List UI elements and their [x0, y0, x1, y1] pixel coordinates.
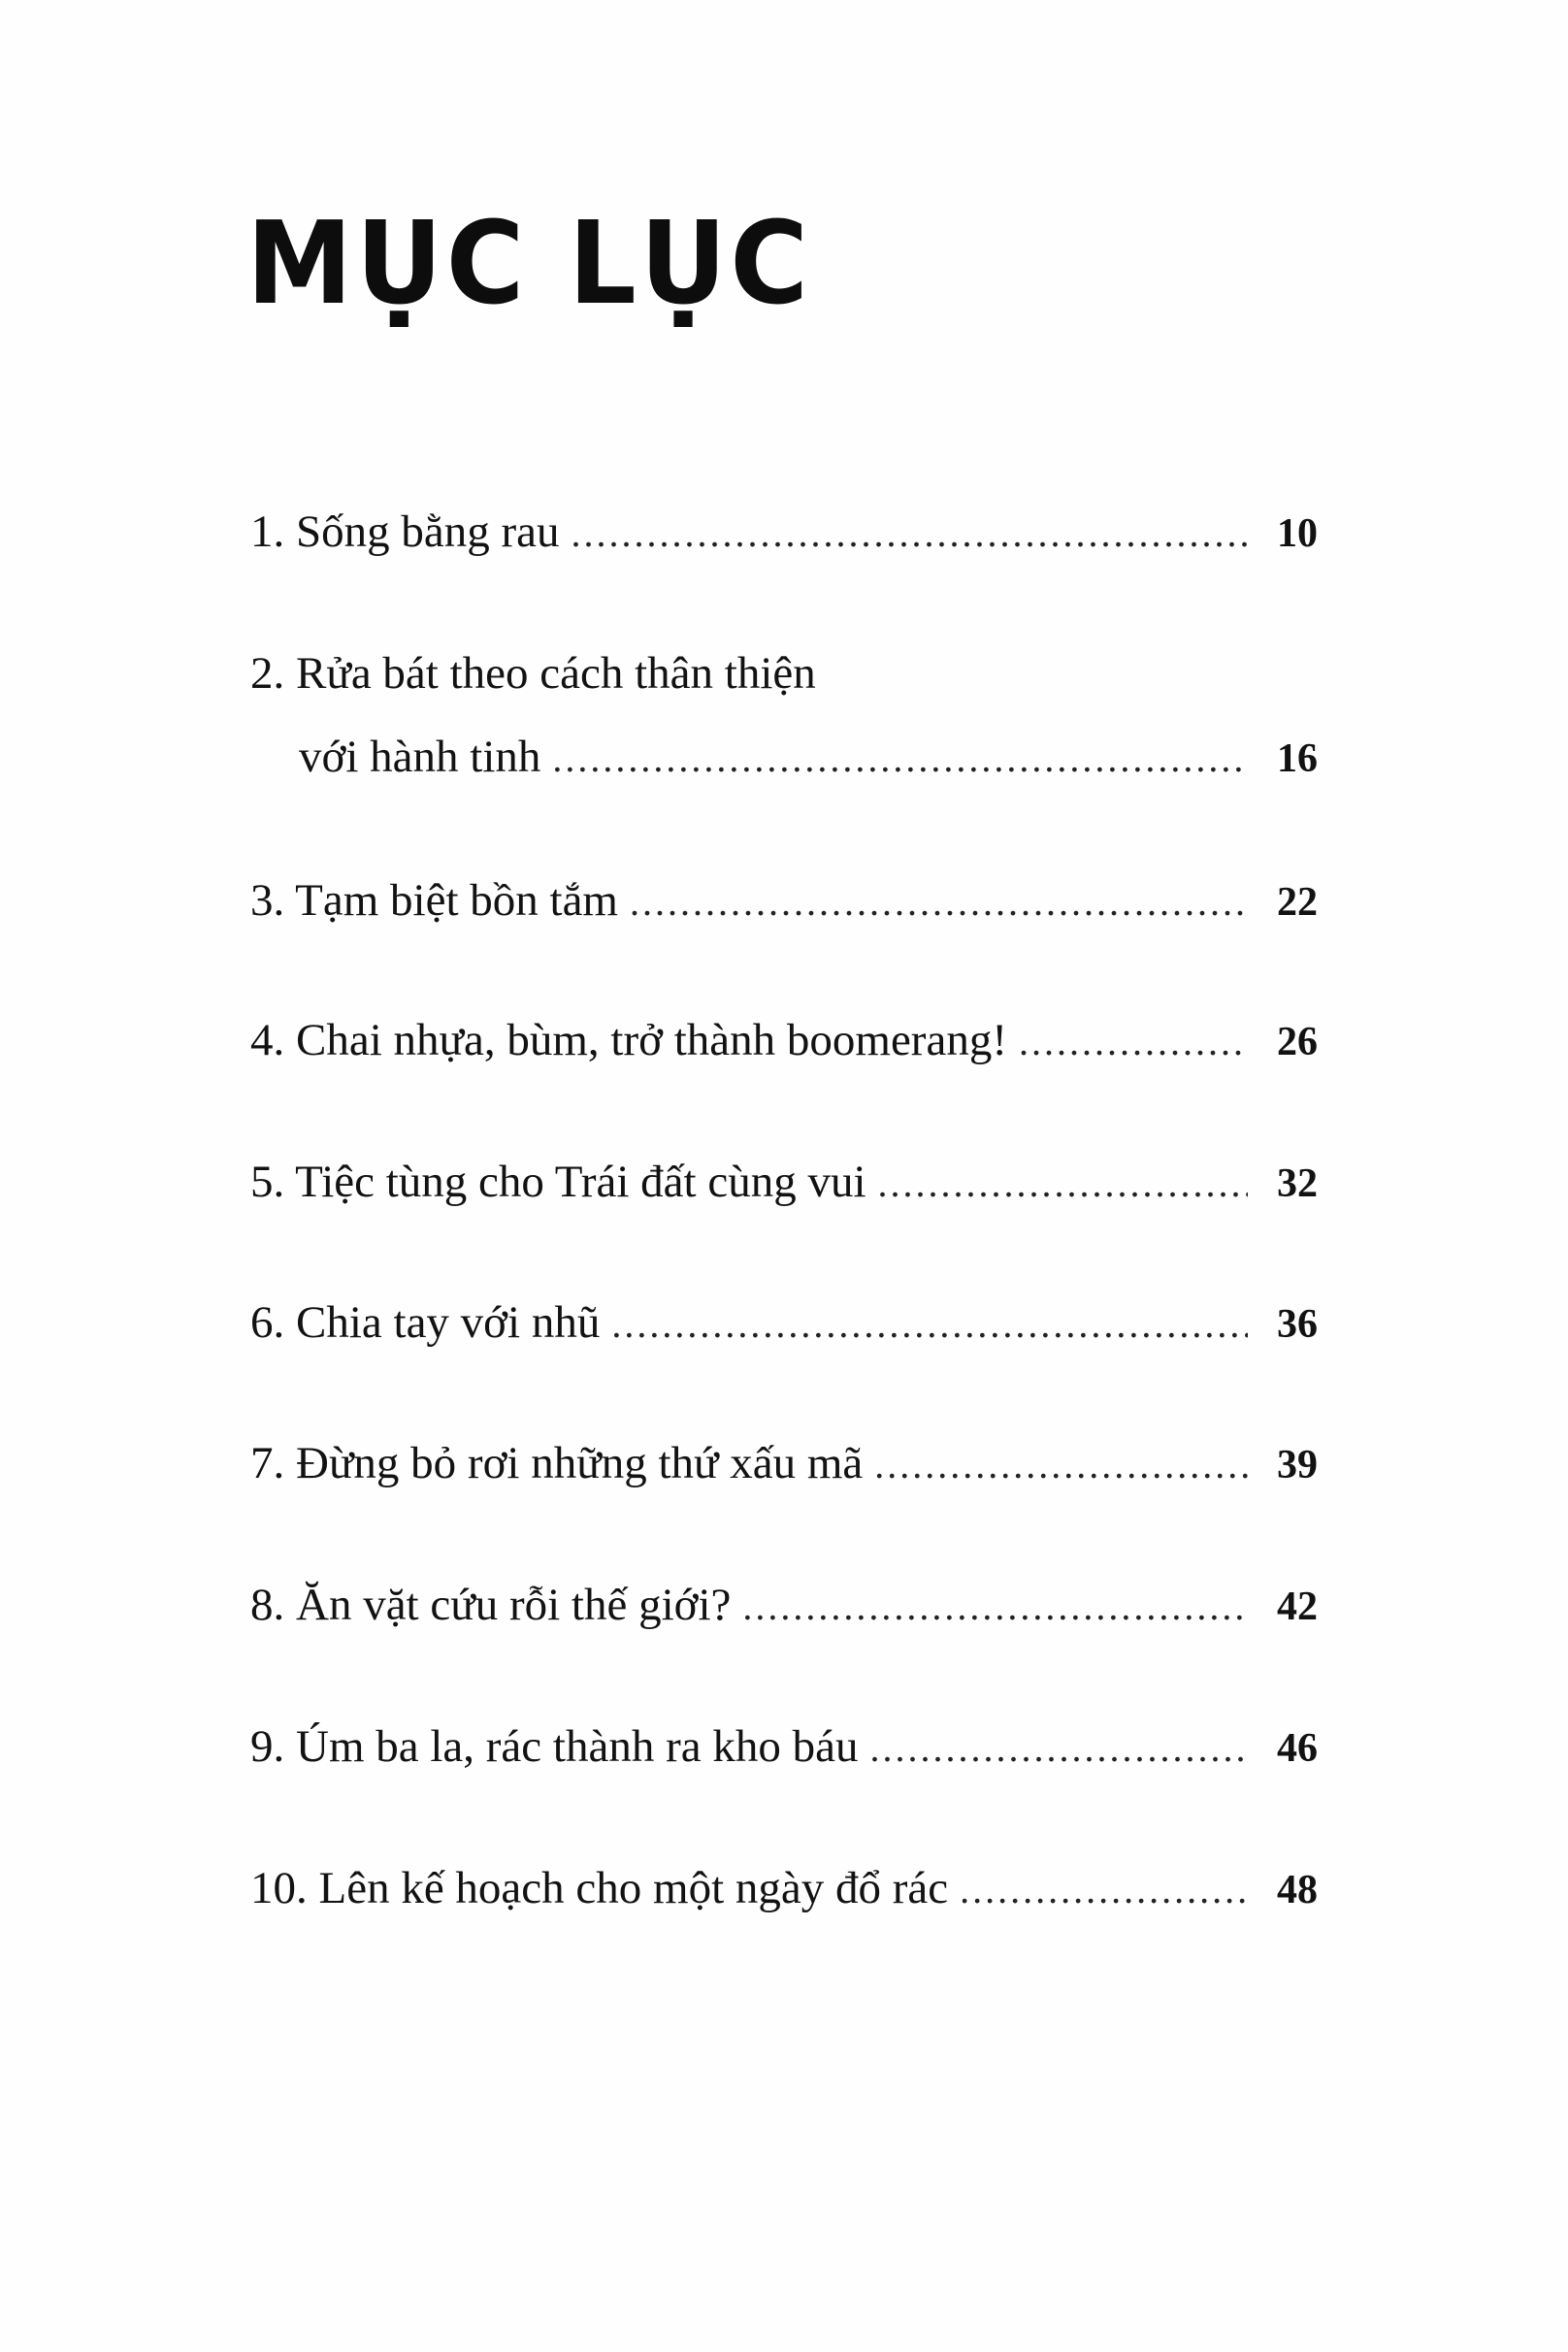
toc-page-number: 46 [1277, 1726, 1318, 1771]
toc-entry-label: 1. Sống bằng rau [250, 506, 560, 557]
toc-page-number: 26 [1277, 1020, 1318, 1064]
dot-leader [572, 503, 1248, 565]
dot-leader [630, 871, 1248, 933]
toc-entry-label: 6. Chia tay với nhũ [250, 1297, 601, 1348]
toc-entry-9[interactable] [250, 1715, 1318, 1778]
toc-entry-10[interactable] [250, 1857, 1318, 1919]
table-of-contents [250, 0, 1318, 2352]
toc-entry-3[interactable] [250, 869, 1318, 931]
toc-entry-5[interactable] [250, 1151, 1318, 1213]
toc-entry-label-continued: với hành tinh [299, 732, 541, 782]
toc-page-number: 10 [1277, 511, 1318, 556]
toc-page-number: 39 [1277, 1443, 1318, 1487]
dot-leader [869, 1717, 1248, 1780]
toc-entry-7[interactable] [250, 1432, 1318, 1494]
toc-entry-label: 8. Ăn vặt cứu rỗi thế giới? [250, 1580, 732, 1630]
toc-entry-label: 9. Úm ba la, rác thành ra kho báu [250, 1721, 859, 1772]
toc-entry-1[interactable] [250, 501, 1318, 563]
toc-entry-label: 2. Rửa bát theo cách thân thiện [250, 648, 816, 699]
toc-page-number: 48 [1277, 1868, 1318, 1912]
toc-entry-label: 5. Tiệc tùng cho Trái đất cùng vui [250, 1157, 866, 1207]
toc-entry-label: 3. Tạm biệt bồn tắm [250, 875, 618, 926]
toc-entry-label: 7. Đừng bỏ rơi những thứ xấu mã [250, 1438, 864, 1488]
dot-leader [611, 1293, 1248, 1356]
toc-page-number: 32 [1277, 1161, 1318, 1206]
toc-page-number: 16 [1277, 736, 1318, 781]
page-title: MỤC LỤC [246, 196, 812, 330]
toc-page-number: 42 [1277, 1584, 1318, 1629]
dot-leader [878, 1153, 1248, 1215]
dot-leader [742, 1576, 1248, 1638]
dot-leader [874, 1434, 1248, 1496]
dot-leader [552, 728, 1248, 790]
toc-entry-label: 10. Lên kế hoạch cho một ngày đổ rác [250, 1863, 949, 1913]
toc-entry-label: 4. Chai nhựa, bùm, trở thành boomerang! [250, 1015, 1007, 1065]
toc-entry-2[interactable] [250, 642, 1318, 788]
toc-page-number: 22 [1277, 880, 1318, 925]
toc-entry-4[interactable] [250, 1009, 1318, 1071]
toc-page-number: 36 [1277, 1302, 1318, 1347]
toc-entry-6[interactable] [250, 1291, 1318, 1354]
dot-leader [1019, 1011, 1248, 1073]
toc-entry-8[interactable] [250, 1574, 1318, 1636]
dot-leader [960, 1859, 1248, 1921]
